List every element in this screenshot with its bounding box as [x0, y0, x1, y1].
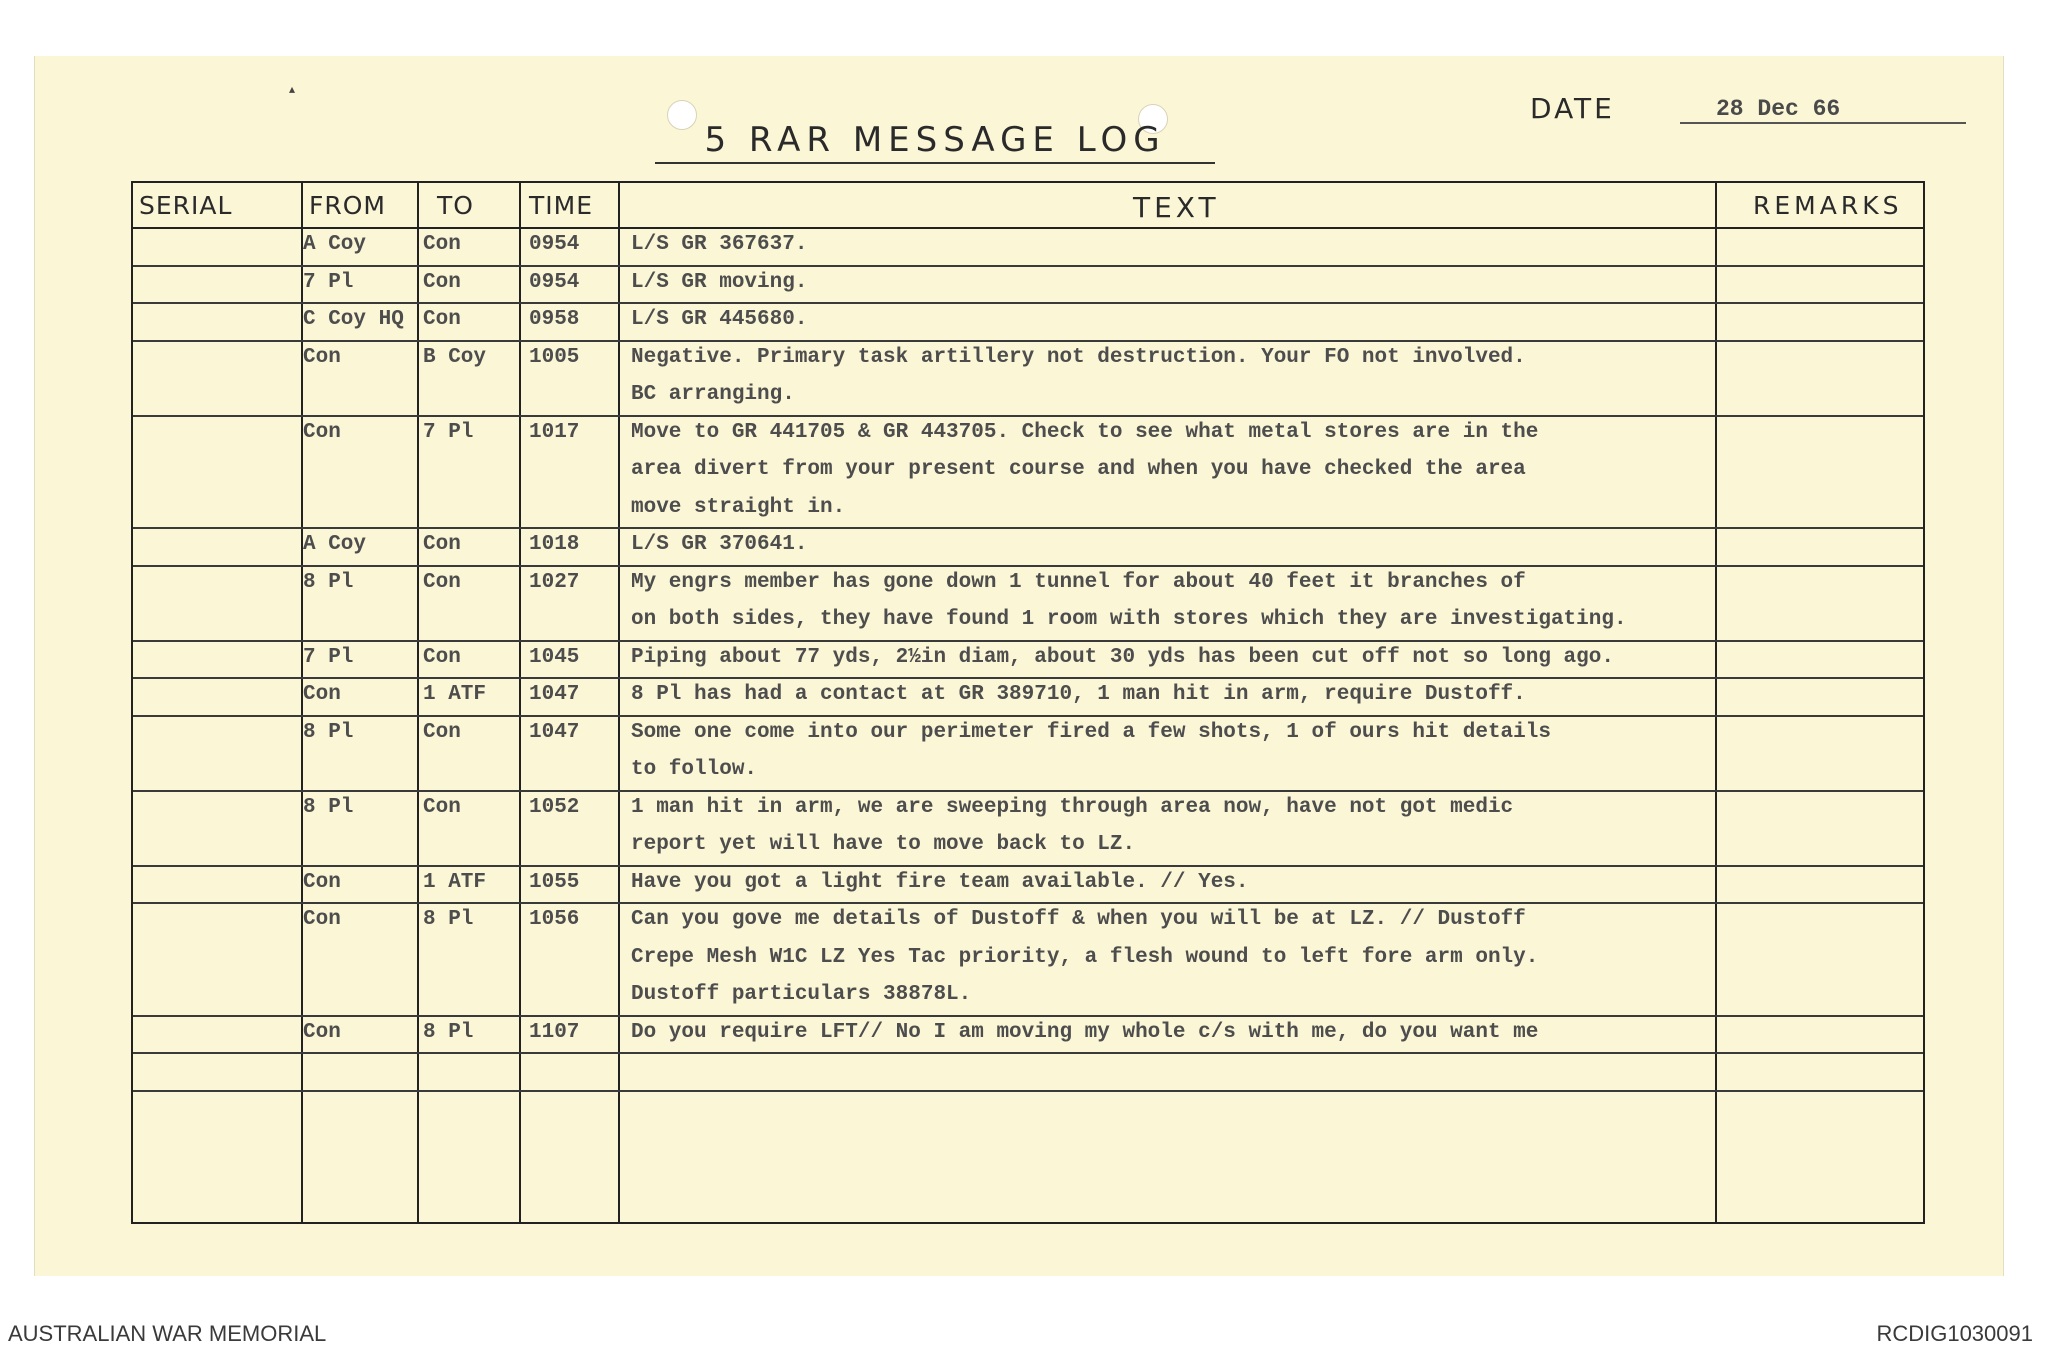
entry-text-line: Crepe Mesh W1C LZ Yes Tac priority, a flesh wound to left fore arm only. [631, 945, 1539, 969]
entry-time: 0958 [529, 308, 580, 331]
entry-time: 0954 [529, 233, 580, 256]
entry-time: 1107 [529, 1020, 580, 1044]
page-title: 5 RAR MESSAGE LOG [655, 120, 1215, 164]
entry-from: Con [303, 683, 341, 706]
entry-to: Con [423, 795, 461, 819]
entry-time: 0954 [529, 270, 580, 294]
row-rule [133, 865, 1923, 867]
entry-from: A Coy [303, 533, 367, 556]
column-divider [1715, 181, 1717, 1222]
row-rule [133, 527, 1923, 529]
entry-to: 1 ATF [423, 683, 487, 706]
row-rule [133, 265, 1923, 267]
column-header-remarks: REMARKS [1753, 191, 1903, 220]
entry-to: B Coy [423, 345, 487, 369]
row-rule [133, 1090, 1923, 1092]
row-rule [133, 1052, 1923, 1054]
entry-to: Con [423, 233, 461, 256]
entry-text-line: Dustoff particulars 38878L. [631, 983, 972, 1006]
entry-to: Con [423, 570, 461, 594]
entry-text-line: move straight in. [631, 495, 846, 519]
entry-from: 7 Pl [303, 270, 354, 294]
entry-time: 1055 [529, 870, 580, 894]
entry-to: Con [423, 645, 461, 669]
column-header-time: TIME [529, 191, 594, 220]
entry-to: 8 Pl [423, 1020, 474, 1044]
entry-text-line: L/S GR moving. [631, 270, 808, 294]
entry-text-line: Piping about 77 yds, 2½in diam, about 30 yds has been cut off not so long ago. [631, 645, 1614, 669]
row-rule [133, 640, 1923, 642]
row-rule [133, 340, 1923, 342]
entry-text-line: L/S GR 370641. [631, 533, 808, 556]
message-log-table [131, 181, 1925, 1224]
row-rule [133, 415, 1923, 417]
entry-text-line: Can you gove me details of Dustoff & when you will be at LZ. // Dustoff [631, 908, 1526, 931]
source-credit: AUSTRALIAN WAR MEMORIAL [8, 1321, 327, 1346]
entry-from: Con [303, 908, 341, 931]
entry-text-line: L/S GR 445680. [631, 308, 808, 331]
entry-text-line: L/S GR 367637. [631, 233, 808, 256]
column-header-serial: SERIAL [139, 191, 233, 220]
entry-time: 1005 [529, 345, 580, 369]
entry-to: 8 Pl [423, 908, 474, 931]
entry-to: Con [423, 533, 461, 556]
entry-from: 8 Pl [303, 795, 354, 819]
entry-from: Con [303, 420, 341, 444]
date-value: 28 Dec 66 [1680, 96, 1966, 124]
entry-time: 1027 [529, 570, 580, 594]
entry-text-line: Have you got a light fire team available. // Yes. [631, 870, 1249, 894]
entry-text-line: to follow. [631, 758, 758, 781]
entry-text-line: My engrs member has gone down 1 tunnel for about 40 feet it branches of [631, 570, 1526, 594]
row-rule [133, 790, 1923, 792]
entry-text-line: Some one come into our perimeter fired a few shots, 1 of ours hit details [631, 720, 1551, 744]
row-rule [133, 677, 1923, 679]
entry-from: C Coy HQ [303, 308, 404, 331]
ink-mark: ▴ [289, 82, 296, 96]
row-rule [133, 302, 1923, 304]
entry-time: 1056 [529, 908, 580, 931]
entry-text-line: 8 Pl has had a contact at GR 389710, 1 man hit in arm, require Dustoff. [631, 683, 1526, 706]
row-rule [133, 1015, 1923, 1017]
entry-to: 1 ATF [423, 870, 487, 894]
entry-text-line: 1 man hit in arm, we are sweeping through area now, have not got medic [631, 795, 1514, 819]
entry-text-line: Negative. Primary task artillery not destruction. Your FO not involved. [631, 345, 1526, 369]
entry-from: Con [303, 870, 341, 894]
column-divider [618, 181, 620, 1222]
entry-to: Con [423, 308, 461, 331]
entry-from: 8 Pl [303, 570, 354, 594]
column-header-text: TEXT [1133, 191, 1220, 224]
column-header-from: FROM [309, 191, 386, 220]
row-rule [133, 902, 1923, 904]
entry-time: 1018 [529, 533, 580, 556]
entry-text-line: Move to GR 441705 & GR 443705. Check to see what metal stores are in the [631, 420, 1539, 444]
entry-to: Con [423, 270, 461, 294]
entry-from: Con [303, 345, 341, 369]
entry-from: A Coy [303, 233, 367, 256]
document-id: RCDIG1030091 [1876, 1321, 2033, 1346]
entry-time: 1047 [529, 720, 580, 744]
row-rule [133, 715, 1923, 717]
entry-time: 1017 [529, 420, 580, 444]
entry-text-line: on both sides, they have found 1 room with stores which they are investigating. [631, 608, 1627, 631]
date-label: DATE [1530, 92, 1615, 125]
table-header-border [133, 227, 1923, 229]
entry-text-line: area divert from your present course and when you have checked the area [631, 458, 1526, 481]
column-header-to: TO [437, 191, 474, 220]
entry-time: 1047 [529, 683, 580, 706]
entry-to: Con [423, 720, 461, 744]
entry-to: 7 Pl [423, 420, 474, 444]
entry-time: 1052 [529, 795, 580, 819]
entry-from: 8 Pl [303, 720, 354, 744]
entry-text-line: Do you require LFT// No I am moving my whole c/s with me, do you want me [631, 1020, 1539, 1044]
entry-from: Con [303, 1020, 341, 1044]
column-divider [417, 181, 419, 1222]
entry-text-line: report yet will have to move back to LZ. [631, 833, 1136, 856]
entry-text-line: BC arranging. [631, 383, 795, 406]
table-top-border [133, 181, 1923, 183]
column-divider [519, 181, 521, 1222]
entry-time: 1045 [529, 645, 580, 669]
entry-from: 7 Pl [303, 645, 354, 669]
row-rule [133, 565, 1923, 567]
